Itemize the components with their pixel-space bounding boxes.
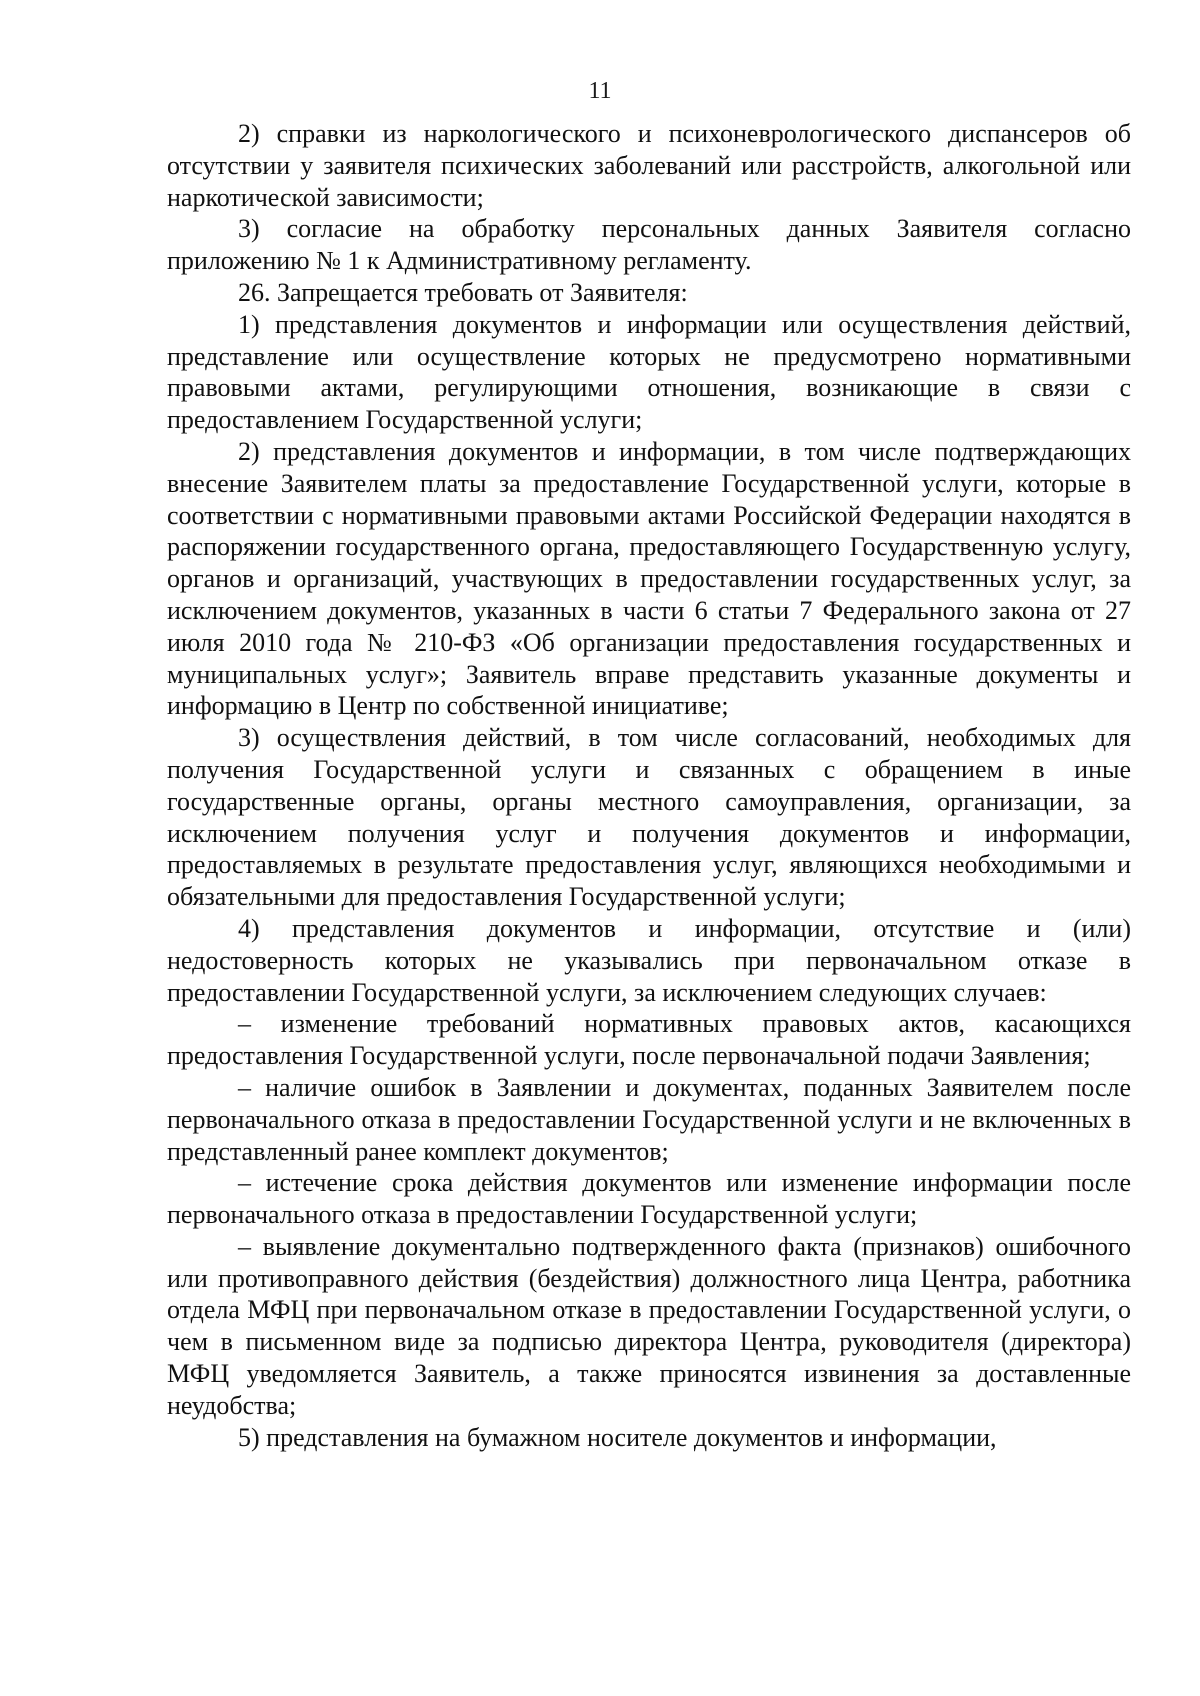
- paragraph-case-errors: – наличие ошибок в Заявлении и документах, поданных Заявителем после первоначального отказа в предоставлении Государственной услуги и не включенных в представленный ранее комплект документов;: [167, 1072, 1131, 1166]
- paragraph-clause-26: 26. Запрещается требовать от Заявителя:: [238, 277, 688, 307]
- paragraph-clause-26-item-4: 4) представления документов и информации, отсутствие и (или) недостоверность которых не указывались при первоначальном отказе в предоставлении Государственной услуги, за исключением следующих случаев:: [167, 913, 1131, 1007]
- document-body: [167, 118, 1131, 1453]
- paragraph-case-requirements-change: – изменение требований нормативных правовых актов, касающихся предоставления Государственной услуги, после первоначальной подачи Заявления;: [167, 1009, 1131, 1071]
- paragraph-clause-26-item-1: 1) представления документов и информации или осуществления действий, представление или осуществление которых не предусмотрено нормативными правовыми актами, регулирующими отношения, возникающие в связи с предоставлением Государственной услуги;: [167, 309, 1131, 435]
- paragraph-item-2-certificates: 2) справки из наркологического и психоневрологического диспансеров об отсутствии у заявителя психических заболеваний или расстройств, алкогольной или наркотической зависимости;: [167, 119, 1131, 212]
- paragraph-clause-26-item-3: 3) осуществления действий, в том числе согласований, необходимых для получения Государственной услуги и связанных с обращением в иные государственные органы, органы местного самоуправления, организации, за исключением получения услуг и получения документов и информации, предоставляемых в результате предоставления услуг, являющихся необходимыми и обязательными для предоставления Государственной услуги;: [167, 723, 1131, 912]
- paragraph-clause-26-item-2: 2) представления документов и информации, в том числе подтверждающих внесение Заявителем платы за предоставление Государственной услуги, которые в соответствии с нормативными правовыми актами Российской Федерации находятся в распоряжении государственного органа, предоставляющего Государственную услугу, органов и организаций, участвующих в предоставлении государственных услуг, за исключением документов, указанных в части 6 статьи 7 Федерального закона от 27 июля 2010 года № 210-ФЗ «Об организации предоставления государственных и муниципальных услуг»; Заявитель вправе представить указанные документы и информацию в Центр по собственной инициативе;: [167, 436, 1131, 721]
- paragraph-case-wrongful-action: – выявление документально подтвержденного факта (признаков) ошибочного или противоправного действия (бездействия) должностного лица Центра, работника отдела МФЦ при первоначальном отказе в предоставлении Государственной услуги, о чем в письменном виде за подписью директора Центра, руководителя (директора) МФЦ уведомляется Заявитель, а также приносятся извинения за доставленные неудобства;: [167, 1231, 1131, 1420]
- paragraph-item-3-consent: 3) согласие на обработку персональных данных Заявителя согласно приложению № 1 к Административному регламенту.: [167, 214, 1131, 276]
- page-number: 11: [588, 78, 612, 104]
- paragraph-case-expiry: – истечение срока действия документов или изменение информации после первоначального отказа в предоставлении Государственной услуги;: [167, 1168, 1131, 1230]
- paragraph-clause-26-item-5: 5) представления на бумажном носителе документов и информации,: [238, 1422, 997, 1452]
